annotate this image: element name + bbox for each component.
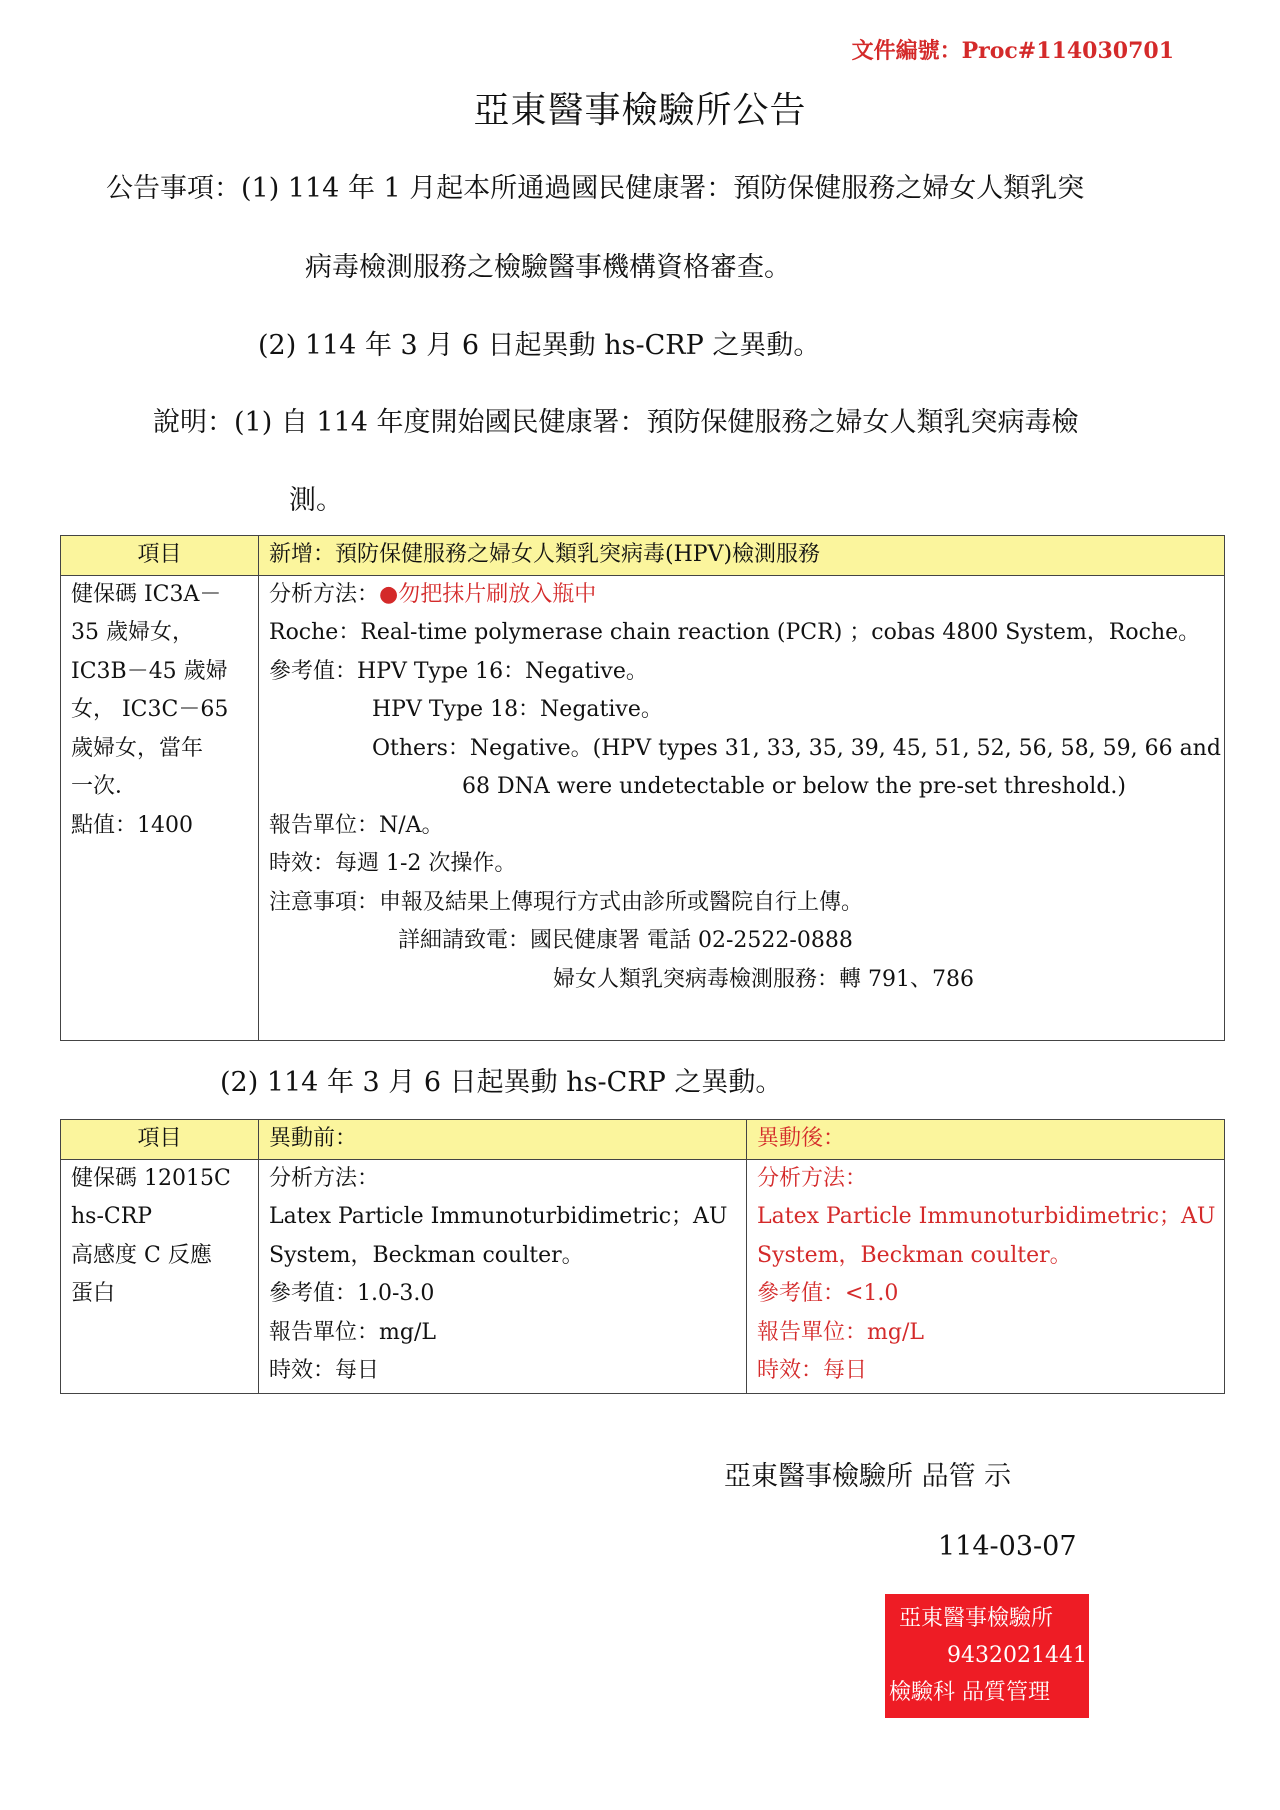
after-line: 報告單位：mg/L: [757, 1319, 924, 1345]
item-line: IC3B－45 歲婦: [71, 658, 228, 684]
stamp-line-3: 檢驗科 品質管理: [889, 1680, 1050, 1705]
table2-header-after: 異動後：: [747, 1120, 1225, 1160]
stamp-line-2: 9432021441: [947, 1643, 1087, 1668]
after-line: 分析方法：: [757, 1165, 868, 1191]
after-line: 參考值：<1.0: [757, 1281, 899, 1306]
announcement-date: 114-03-07: [938, 1531, 1077, 1562]
announcement-line-1: 公告事項：(1) 114 年 1 月起本所通過國民健康署：預防保健服務之婦女人類乳突: [106, 173, 1085, 204]
item-line: 健保碼 IC3A－: [71, 581, 222, 607]
announcement-line-2: 病毒檢測服務之檢驗醫事機構資格審查。: [305, 252, 791, 283]
table1-header-content: 新增：預防保健服務之婦女人類乳突病毒(HPV)檢測服務: [259, 536, 1225, 576]
item-line: 點值：1400: [71, 812, 193, 838]
table-header-row: [61, 536, 1225, 576]
page-title: 亞東醫事檢驗所公告: [473, 90, 807, 131]
after-line: System，Beckman coulter。: [757, 1242, 1072, 1268]
explanation-line-2: 測。: [289, 485, 343, 516]
item-line: 歲婦女，當年: [71, 735, 204, 761]
reference-hpv16: HPV Type 16：Negative。: [357, 658, 648, 684]
item-line: 女， IC3C－65: [71, 697, 229, 722]
report-unit: 報告單位：N/A。: [269, 812, 444, 838]
table2-header-item: 項目: [61, 1120, 259, 1160]
hs-crp-change-table: [60, 1119, 1225, 1394]
table-row: [61, 575, 1225, 1040]
after-line: Latex Particle Immunoturbidimetric；AU: [757, 1204, 1216, 1229]
stamp-line-1: 亞東醫事檢驗所: [899, 1606, 1054, 1631]
method-line: [269, 576, 1214, 615]
before-line: System，Beckman coulter。: [269, 1242, 584, 1268]
reference-line-1: [269, 653, 1214, 692]
item-line: 一次．: [71, 774, 138, 799]
reference-others: Others：Negative。(HPV types 31, 33, 35, 39, 45, 51, 52, 56, 58, 59, 66 and: [372, 735, 1221, 761]
announcement-line-3: (2) 114 年 3 月 6 日起異動 hs-CRP 之異動。: [258, 330, 821, 361]
after-line: 時效：每日: [757, 1358, 868, 1383]
reference-hpv18: HPV Type 18：Negative。: [372, 697, 663, 722]
before-line: 時效：每日: [269, 1358, 380, 1383]
table2-after-cell: [747, 1159, 1225, 1393]
table-header-row: [61, 1120, 1225, 1160]
official-stamp: [885, 1594, 1089, 1718]
item-line: 35 歲婦女，: [71, 620, 194, 645]
table2-header-before: 異動前：: [259, 1120, 747, 1160]
method-detail: Roche：Real-time polymerase chain reaction (PCR) ；cobas 4800 System，Roche。: [269, 620, 1201, 645]
notice-line-1: 注意事項：申報及結果上傳現行方式由診所或醫院自行上傳。: [269, 889, 864, 915]
explanation-line-1: 說明：(1) 自 114 年度開始國民健康署：預防保健服務之婦女人類乳突病毒檢: [153, 407, 1079, 438]
hpv-service-table: [60, 535, 1225, 1041]
method-label: 分析方法：: [269, 581, 380, 607]
reference-others-cont: 68 DNA were undetectable or below the pre-set threshold.): [462, 774, 1126, 799]
method-warning: ●勿把抹片刷放入瓶中: [379, 581, 597, 607]
item-line: 高感度 C 反應: [71, 1242, 212, 1268]
signature: 亞東醫事檢驗所 品管 示: [724, 1461, 1012, 1492]
reference-label: 參考值：: [269, 658, 358, 684]
before-line: 參考值：1.0-3.0: [269, 1281, 435, 1306]
before-line: 分析方法：: [269, 1165, 380, 1191]
before-line: Latex Particle Immunoturbidimetric；AU: [269, 1204, 728, 1229]
table2-item-cell: [61, 1159, 259, 1393]
table-row: [61, 1159, 1225, 1393]
timing: 時效：每週 1-2 次操作。: [269, 851, 517, 876]
notice-line-2: 詳細請致電：國民健康署 電話 02-2522-0888: [398, 928, 853, 953]
table2-before-cell: [259, 1159, 747, 1393]
document-number: 文件編號：Proc#114030701: [851, 38, 1174, 64]
before-line: 報告單位：mg/L: [269, 1319, 436, 1345]
table1-item-cell: [61, 575, 259, 1040]
table1-content-cell: [259, 575, 1225, 1040]
section-2-heading: (2) 114 年 3 月 6 日起異動 hs-CRP 之異動。: [220, 1067, 783, 1098]
item-line: 健保碼 12015C: [71, 1165, 231, 1191]
notice-line-3: 婦女人類乳突病毒檢測服務：轉 791、786: [553, 966, 974, 992]
item-line: hs-CRP: [71, 1204, 153, 1229]
item-line: 蛋白: [71, 1281, 116, 1306]
table1-header-item: 項目: [61, 536, 259, 576]
